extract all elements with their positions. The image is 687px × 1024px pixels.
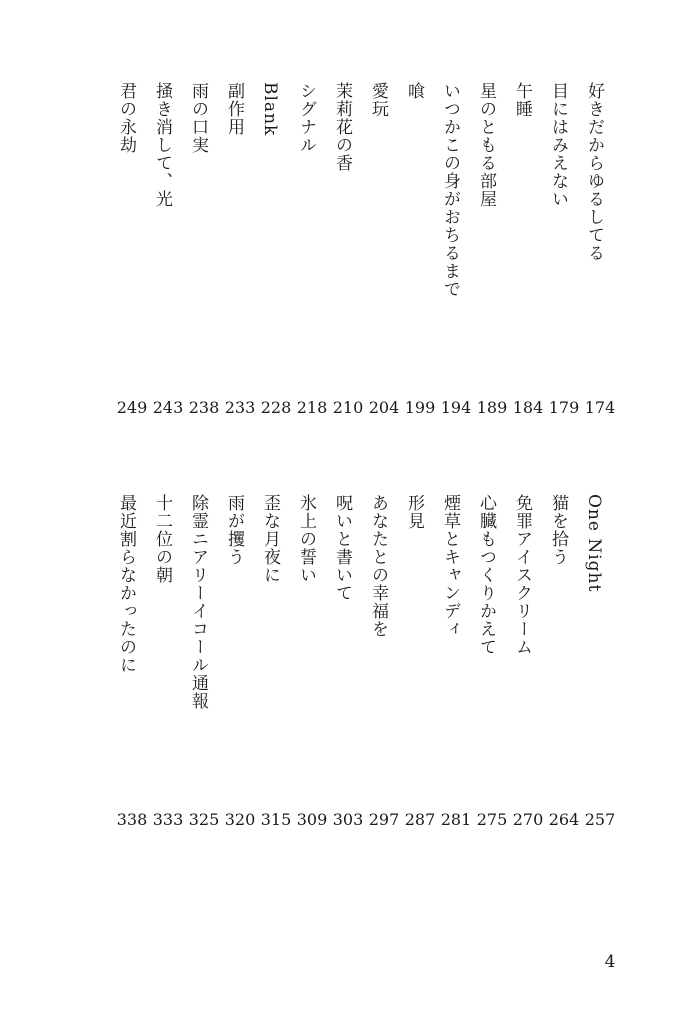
entry-title: 茉莉花の香 — [332, 82, 352, 172]
entry-title: 午睡 — [512, 82, 532, 118]
toc-block-lower — [0, 494, 687, 834]
entry-title: 好きだからゆるしてる — [584, 82, 604, 262]
toc-block-upper — [0, 82, 687, 422]
entry-page-number: 325 — [188, 810, 220, 829]
page-number: 4 — [604, 952, 616, 972]
entry-page-number: 204 — [368, 398, 400, 417]
entry-page-number: 218 — [296, 398, 328, 417]
entry-title: 猫を拾う — [548, 494, 568, 566]
entry-page-number: 228 — [260, 398, 292, 417]
entry-page-number: 189 — [476, 398, 508, 417]
entry-page-number: 270 — [512, 810, 544, 829]
entry-title: 愛玩 — [368, 82, 388, 118]
entry-title: 雨が攫う — [224, 494, 244, 566]
entry-title: One Night — [584, 494, 604, 593]
entry-page-number: 243 — [152, 398, 184, 417]
entry-page-number: 320 — [224, 810, 256, 829]
entry-title: 除霊ニアリーイコール通報 — [188, 494, 208, 710]
entry-title: 掻き消して、光 — [152, 82, 172, 208]
entry-title: いつかこの身がおちるまで — [440, 82, 460, 298]
entry-title: 副作用 — [224, 82, 244, 136]
entry-page-number: 275 — [476, 810, 508, 829]
entry-title: シグナル — [296, 82, 316, 154]
entry-title: 最近割らなかったのに — [116, 494, 136, 674]
entry-page-number: 199 — [404, 398, 436, 417]
entry-title: 呪いと書いて — [332, 494, 352, 602]
entry-page-number: 287 — [404, 810, 436, 829]
entry-page-number: 194 — [440, 398, 472, 417]
entry-title: あなたとの幸福を — [368, 494, 388, 638]
entry-title: 免罪アイスクリーム — [512, 494, 532, 656]
entry-page-number: 174 — [584, 398, 616, 417]
entry-page-number: 179 — [548, 398, 580, 417]
entry-title: 形見 — [404, 494, 424, 530]
entry-title: 君の永劫 — [116, 82, 136, 154]
entry-page-number: 264 — [548, 810, 580, 829]
entry-page-number: 297 — [368, 810, 400, 829]
entry-page-number: 210 — [332, 398, 364, 417]
entry-page-number: 184 — [512, 398, 544, 417]
entry-page-number: 249 — [116, 398, 148, 417]
entry-title: 氷上の誓い — [296, 494, 316, 584]
entry-page-number: 257 — [584, 810, 616, 829]
entry-page-number: 315 — [260, 810, 292, 829]
entry-title: 星のともる部屋 — [476, 82, 496, 208]
entry-title: 雨の口実 — [188, 82, 208, 154]
entry-page-number: 333 — [152, 810, 184, 829]
entry-page-number: 309 — [296, 810, 328, 829]
entry-page-number: 238 — [188, 398, 220, 417]
entry-page-number: 233 — [224, 398, 256, 417]
entry-page-number: 303 — [332, 810, 364, 829]
entry-title: 心臓もつくりかえて — [476, 494, 496, 656]
entry-title: 歪な月夜に — [260, 494, 280, 584]
entry-page-number: 281 — [440, 810, 472, 829]
entry-title: 十二位の朝 — [152, 494, 172, 584]
entry-title: 目にはみえない — [548, 82, 568, 208]
entry-title: 煙草とキャンディ — [440, 494, 460, 638]
entry-page-number: 338 — [116, 810, 148, 829]
entry-title: Blank — [260, 82, 280, 137]
entry-title: 喰 — [404, 82, 424, 100]
